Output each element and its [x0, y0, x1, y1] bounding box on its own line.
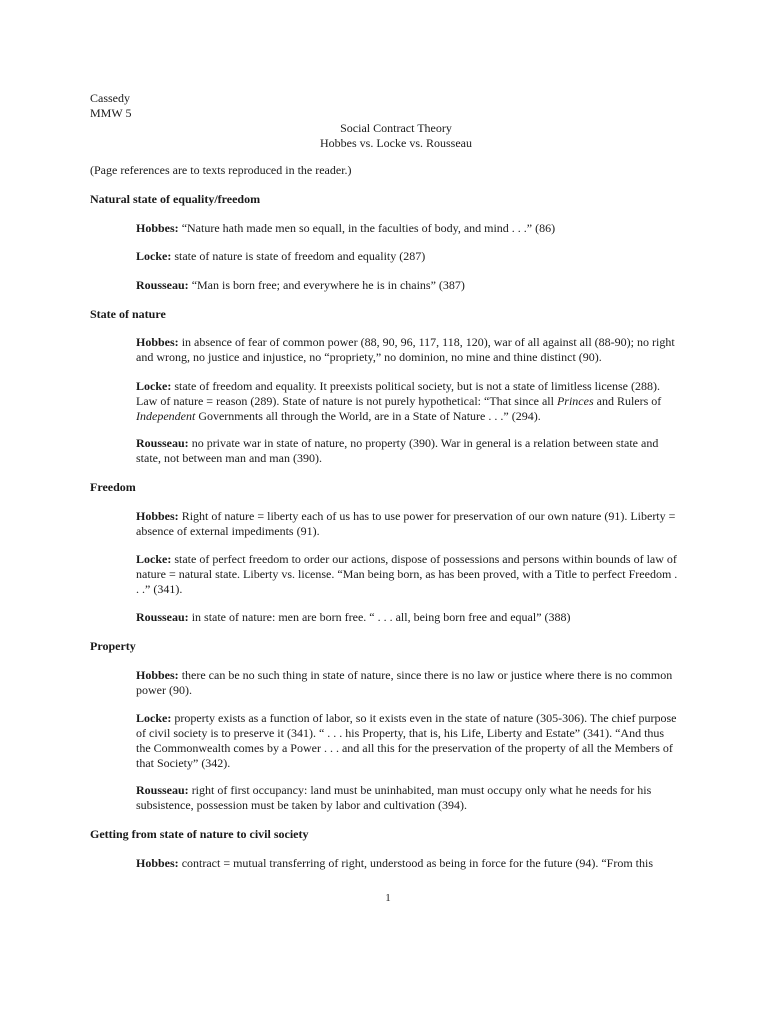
- entry-author: Locke:: [136, 379, 172, 393]
- entry-text: “Man is born free; and everywhere he is in chains” (387): [191, 278, 465, 292]
- entry-text: Right of nature = liberty each of us has to use power for preservation of our own nature (91). Liberty = absence of external impediments (91).: [136, 509, 676, 538]
- entry-text: Governments all through the World, are in a State of Nature . . .” (294).: [195, 409, 541, 423]
- entry-paragraph: [136, 509, 681, 539]
- entry-author: Locke:: [136, 249, 172, 263]
- entry-paragraph: [136, 278, 681, 293]
- entry-text: contract = mutual transferring of right, understood as being in force for the future (94). “From this: [181, 856, 653, 870]
- entry-paragraph: [136, 552, 681, 597]
- entry-text: no private war in state of nature, no property (390). War in general is a relation between state and state, not between man and man (390).: [136, 436, 659, 465]
- entry-italic: Princes: [556, 394, 594, 408]
- entry-paragraph: [136, 856, 681, 871]
- entry-paragraph: [136, 436, 681, 466]
- entry-paragraph: [136, 335, 681, 365]
- entry-author: Hobbes:: [136, 221, 179, 235]
- entry-author: Hobbes:: [136, 856, 179, 870]
- title-line-1: Social Contract Theory: [340, 121, 452, 135]
- entry-author: Rousseau:: [136, 783, 189, 797]
- entry-author: Hobbes:: [136, 509, 179, 523]
- section-heading: Natural state of equality/freedom: [90, 192, 261, 206]
- section-heading: Property: [90, 639, 136, 653]
- entry-author: Rousseau:: [136, 610, 189, 624]
- section-heading: Freedom: [90, 480, 136, 494]
- entry-paragraph: [136, 249, 681, 264]
- entry-author: Hobbes:: [136, 335, 179, 349]
- entry-text: state of perfect freedom to order our actions, dispose of possessions and persons within bounds of law of nature = natural state. Liberty vs. license. “Man being born, as has been proved, with a Title to perfect Freedom . . .” (341).: [136, 552, 678, 596]
- entry-paragraph: [136, 783, 681, 813]
- entry-text: property exists as a function of labor, so it exists even in the state of nature (305-306). The chief purpose of civil society is to preserve it (341). “ . . . his Property, that is, his Life, Liberty and Estate” (341). “And thus the Commonwealth comes by a Power . . . and all this for the preservation of the property of all the Members of that Society” (342).: [136, 711, 677, 770]
- title-line-2: Hobbes vs. Locke vs. Rousseau: [320, 136, 472, 150]
- entry-author: Rousseau:: [136, 278, 189, 292]
- course-name: MMW 5: [90, 106, 132, 120]
- section-heading: Getting from state of nature to civil society: [90, 827, 309, 841]
- entry-text: in state of nature: men are born free. “ . . . all, being born free and equal” (388): [191, 610, 571, 624]
- entry-author: Hobbes:: [136, 668, 179, 682]
- entry-paragraph: [136, 221, 681, 236]
- entry-text: right of first occupancy: land must be uninhabited, man must occupy only what he needs for his subsistence, possession must be taken by labor and cultivation (394).: [136, 783, 652, 812]
- entry-italic: Independent: [136, 409, 196, 423]
- reader-note: (Page references are to texts reproduced in the reader.): [90, 163, 352, 177]
- entry-author: Locke:: [136, 552, 172, 566]
- entry-text: in absence of fear of common power (88, 90, 96, 117, 118, 120), war of all against all (88-90); no right and wrong, no justice and injustice, no “propriety,” no dominion, no mine and thine distinct (90).: [136, 335, 675, 364]
- entry-text: and Rulers of: [593, 394, 662, 408]
- document-title: [0, 121, 768, 151]
- entry-text: there can be no such thing in state of nature, since there is no law or justice where there is no common power (90).: [136, 668, 673, 697]
- section-heading: State of nature: [90, 307, 166, 321]
- entry-paragraph: [136, 711, 681, 771]
- author-name: Cassedy: [90, 91, 130, 105]
- entry-paragraph: [136, 610, 681, 625]
- entry-author: Locke:: [136, 711, 172, 725]
- entry-text: state of nature is state of freedom and equality (287): [174, 249, 426, 263]
- entry-text: state of freedom and equality. It preexists political society, but is not a state of limitless license (288). Law of nature = reason (289). State of nature is not purely hypothetical: “That since all: [136, 379, 660, 408]
- entry-text: “Nature hath made men so equall, in the faculties of body, and mind . . .” (86): [181, 221, 556, 235]
- entry-paragraph: [136, 668, 681, 698]
- entry-paragraph: [136, 379, 681, 424]
- header-block: [90, 91, 131, 121]
- page-number: 1: [385, 892, 391, 904]
- entry-author: Rousseau:: [136, 436, 189, 450]
